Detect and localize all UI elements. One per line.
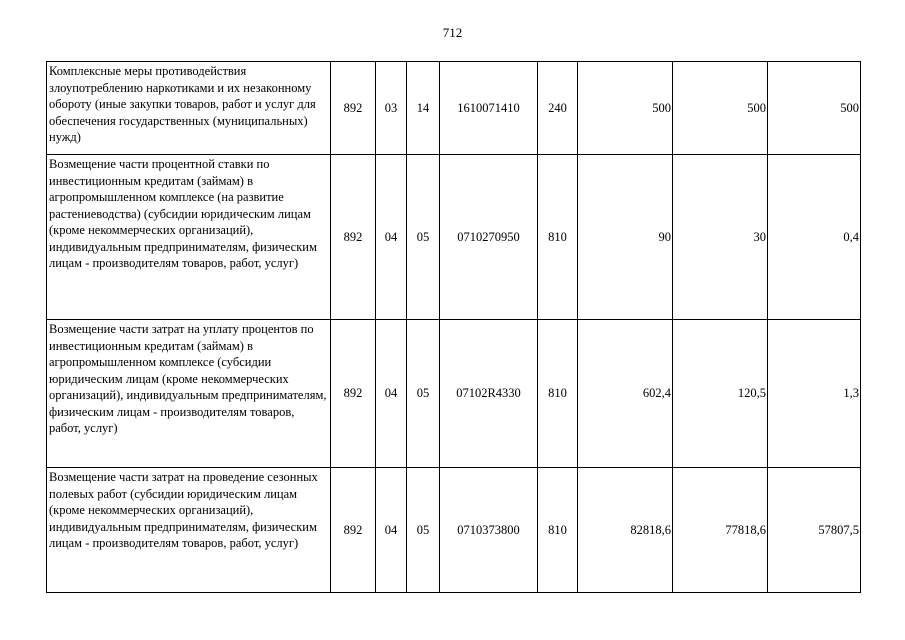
- target-article-code: 0710373800: [440, 468, 538, 593]
- table-row: [47, 155, 861, 320]
- section-code: 04: [376, 468, 407, 593]
- subsection-code: 05: [407, 468, 440, 593]
- amount-year-1: 500: [578, 62, 673, 155]
- target-article-code: 07102R4330: [440, 320, 538, 468]
- subsection-code: 14: [407, 62, 440, 155]
- budget-table: [46, 61, 861, 593]
- row-description: Возмещение части затрат на уплату процентов по инвестиционным кредитам (займам) в агропромышленном комплексе (субсидии юридическим лицам (кроме некоммерческих организаций), индивидуальным предпринимателям, физическим лицам - производителям товаров, работ, услуг): [47, 320, 331, 468]
- ministry-code: 892: [331, 155, 376, 320]
- expense-type-code: 240: [538, 62, 578, 155]
- section-code: 03: [376, 62, 407, 155]
- page-number: 712: [442, 25, 463, 40]
- ministry-code: 892: [331, 320, 376, 468]
- row-description: Возмещение части процентной ставки по инвестиционным кредитам (займам) в агропромышленном комплексе (на развитие растениеводства) (субсидии юридическим лицам (кроме некоммерческих организаций), индивидуальным предпринимателям, физическим лицам - производителям товаров, работ, услуг): [47, 155, 331, 320]
- target-article-code: 1610071410: [440, 62, 538, 155]
- amount-year-1: 90: [578, 155, 673, 320]
- row-description: Возмещение части затрат на проведение сезонных полевых работ (субсидии юридическим лицам (кроме некоммерческих организаций), индивидуальным предпринимателям, физическим лицам - производителям товаров, работ, услуг): [47, 468, 331, 593]
- expense-type-code: 810: [538, 320, 578, 468]
- amount-year-3: 57807,5: [768, 468, 861, 593]
- row-description: Комплексные меры противодействия злоупотреблению наркотиками и их незаконному обороту (иные закупки товаров, работ и услуг для обеспечения государственных (муниципальных) нужд): [47, 62, 331, 155]
- table-row: [47, 320, 861, 468]
- expense-type-code: 810: [538, 155, 578, 320]
- section-code: 04: [376, 155, 407, 320]
- subsection-code: 05: [407, 320, 440, 468]
- amount-year-3: 0,4: [768, 155, 861, 320]
- ministry-code: 892: [331, 468, 376, 593]
- amount-year-2: 30: [673, 155, 768, 320]
- amount-year-2: 77818,6: [673, 468, 768, 593]
- ministry-code: 892: [331, 62, 376, 155]
- amount-year-2: 120,5: [673, 320, 768, 468]
- table-row: [47, 62, 861, 155]
- section-code: 04: [376, 320, 407, 468]
- amount-year-3: 1,3: [768, 320, 861, 468]
- table-row: [47, 468, 861, 593]
- target-article-code: 0710270950: [440, 155, 538, 320]
- amount-year-1: 82818,6: [578, 468, 673, 593]
- amount-year-1: 602,4: [578, 320, 673, 468]
- subsection-code: 05: [407, 155, 440, 320]
- expense-type-code: 810: [538, 468, 578, 593]
- amount-year-2: 500: [673, 62, 768, 155]
- amount-year-3: 500: [768, 62, 861, 155]
